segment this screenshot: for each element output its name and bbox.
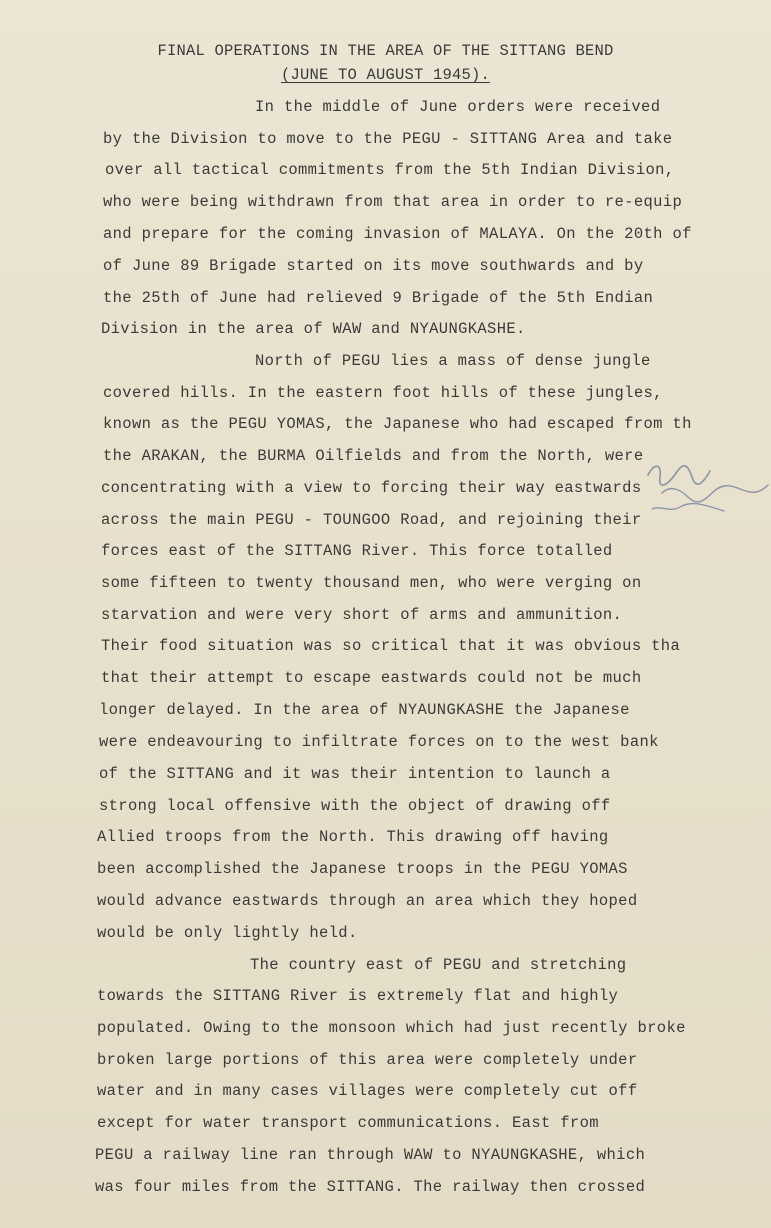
body-text-line: except for water transport communications. East from — [97, 1114, 599, 1132]
body-text-line: of the SITTANG and it was their intention to launch a — [99, 765, 611, 783]
body-text-line: and prepare for the coming invasion of MALAYA. On the 20th of — [103, 225, 692, 243]
body-text-line: of June 89 Brigade started on its move southwards and by — [103, 257, 644, 275]
body-text-line: forces east of the SITTANG River. This force totalled — [101, 542, 613, 560]
body-text-line: were endeavouring to infiltrate forces on to the west bank — [99, 733, 659, 751]
body-text-line: Allied troops from the North. This drawing off having — [97, 828, 609, 846]
body-text-line: North of PEGU lies a mass of dense jungle — [255, 352, 651, 370]
body-text-line: would advance eastwards through an area which they hoped — [97, 892, 638, 910]
body-text-line: was four miles from the SITTANG. The railway then crossed — [95, 1178, 646, 1196]
body-text-line: across the main PEGU - TOUNGOO Road, and rejoining their — [101, 511, 642, 529]
body-text-line: who were being withdrawn from that area in order to re-equip — [103, 193, 683, 211]
document-subtitle — [0, 66, 771, 84]
body-text-line: would be only lightly held. — [97, 924, 358, 942]
document-date-range: (JUNE TO AUGUST 1945). — [280, 66, 491, 84]
body-text-line: water and in many cases villages were completely cut off — [97, 1082, 638, 1100]
body-text-line: some fifteen to twenty thousand men, who were verging on — [101, 574, 642, 592]
body-text-line: PEGU a railway line ran through WAW to NYAUNGKASHE, which — [95, 1146, 646, 1164]
body-text-line: the 25th of June had relieved 9 Brigade of the 5th Endian — [103, 289, 654, 307]
body-text-line: starvation and were very short of arms and ammunition. — [101, 606, 623, 624]
body-text-line: strong local offensive with the object of drawing off — [99, 797, 611, 815]
body-text-line: longer delayed. In the area of NYAUNGKASHE the Japanese — [99, 701, 630, 719]
body-text-line: Division in the area of WAW and NYAUNGKASHE. — [101, 320, 526, 338]
body-text-line: known as the PEGU YOMAS, the Japanese who had escaped from th — [103, 415, 692, 433]
body-text-line: broken large portions of this area were completely under — [97, 1051, 638, 1069]
body-text-line: the ARAKAN, the BURMA Oilfields and from the North, were — [103, 447, 644, 465]
body-text-line: The country east of PEGU and stretching — [250, 956, 627, 974]
body-text-line: covered hills. In the eastern foot hills of these jungles, — [103, 384, 663, 402]
body-text-line: In the middle of June orders were received — [255, 98, 661, 116]
document-title: FINAL OPERATIONS IN THE AREA OF THE SITTANG BEND — [157, 42, 614, 60]
body-text-line: populated. Owing to the monsoon which had just recently broke — [97, 1019, 686, 1037]
handwritten-annotation — [640, 455, 771, 525]
body-text-line: that their attempt to escape eastwards could not be much — [101, 669, 642, 687]
body-text-line: over all tactical commitments from the 5th Indian Division, — [105, 161, 675, 179]
body-text-line: concentrating with a view to forcing their way eastwards — [101, 479, 642, 497]
body-text-line: Their food situation was so critical that it was obvious tha — [101, 637, 681, 655]
body-text-line: towards the SITTANG River is extremely flat and highly — [97, 987, 619, 1005]
body-text-line: by the Division to move to the PEGU - SITTANG Area and take — [103, 130, 673, 148]
body-text-line: been accomplished the Japanese troops in the PEGU YOMAS — [97, 860, 628, 878]
